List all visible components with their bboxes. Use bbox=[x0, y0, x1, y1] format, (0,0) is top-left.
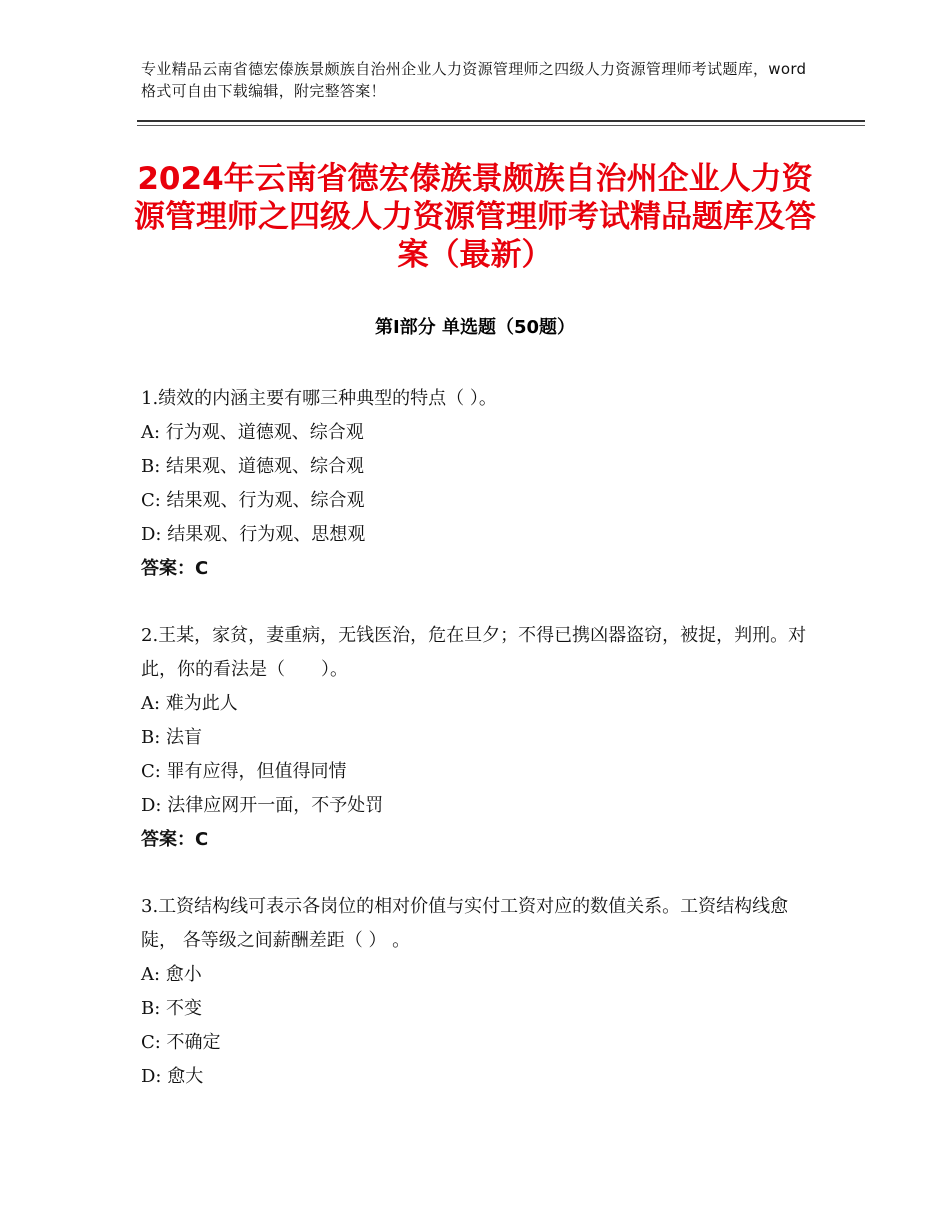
question-stem: 3.工资结构线可表示各岗位的相对价值与实付工资对应的数值关系。工资结构线愈陡， 各等级之间薪酬差距（ ） 。 bbox=[141, 896, 789, 951]
option-b: B: 不变 bbox=[141, 998, 203, 1019]
option-d: D: 法律应网开一面，不予处罚 bbox=[141, 795, 384, 816]
question-1 bbox=[141, 382, 821, 586]
question-list bbox=[141, 382, 821, 1127]
question-stem: 2.王某，家贫，妻重病，无钱医治，危在旦夕；不得已携凶器盗窃，被捉，判刑。对此，你的看法是（ ）。 bbox=[141, 625, 807, 680]
section-heading: 第Ⅰ部分 单选题（50题） bbox=[374, 317, 575, 338]
option-c: C: 罪有应得，但值得同情 bbox=[141, 761, 347, 782]
option-c: C: 结果观、行为观、综合观 bbox=[141, 490, 365, 511]
question-2 bbox=[141, 619, 821, 857]
option-a: A: 行为观、道德观、综合观 bbox=[141, 422, 364, 443]
answer-line bbox=[141, 823, 821, 857]
question-3 bbox=[141, 890, 821, 1094]
answer-label: 答案： bbox=[141, 829, 195, 850]
question-stem: 1.绩效的内涵主要有哪三种典型的特点（ ）。 bbox=[141, 388, 497, 409]
option-b: B: 法盲 bbox=[141, 727, 203, 748]
header-divider-thin bbox=[137, 125, 865, 126]
answer-value: C bbox=[195, 558, 209, 579]
option-a: A: 难为此人 bbox=[141, 693, 238, 714]
answer-label: 答案： bbox=[141, 558, 195, 579]
answer-value: C bbox=[195, 829, 209, 850]
header-divider-thick bbox=[137, 120, 865, 122]
option-a: A: 愈小 bbox=[141, 964, 202, 985]
option-d: D: 愈大 bbox=[141, 1066, 204, 1087]
option-d: D: 结果观、行为观、思想观 bbox=[141, 524, 366, 545]
answer-line bbox=[141, 552, 821, 586]
option-b: B: 结果观、道德观、综合观 bbox=[141, 456, 365, 477]
option-c: C: 不确定 bbox=[141, 1032, 221, 1053]
header-note: 专业精品云南省德宏傣族景颇族自治州企业人力资源管理师之四级人力资源管理师考试题库，word格式可自由下载编辑，附完整答案！ bbox=[141, 60, 807, 100]
document-title: 2024年云南省德宏傣族景颇族自治州企业人力资源管理师之四级人力资源管理师考试精品题库及答案（最新） bbox=[134, 161, 816, 273]
